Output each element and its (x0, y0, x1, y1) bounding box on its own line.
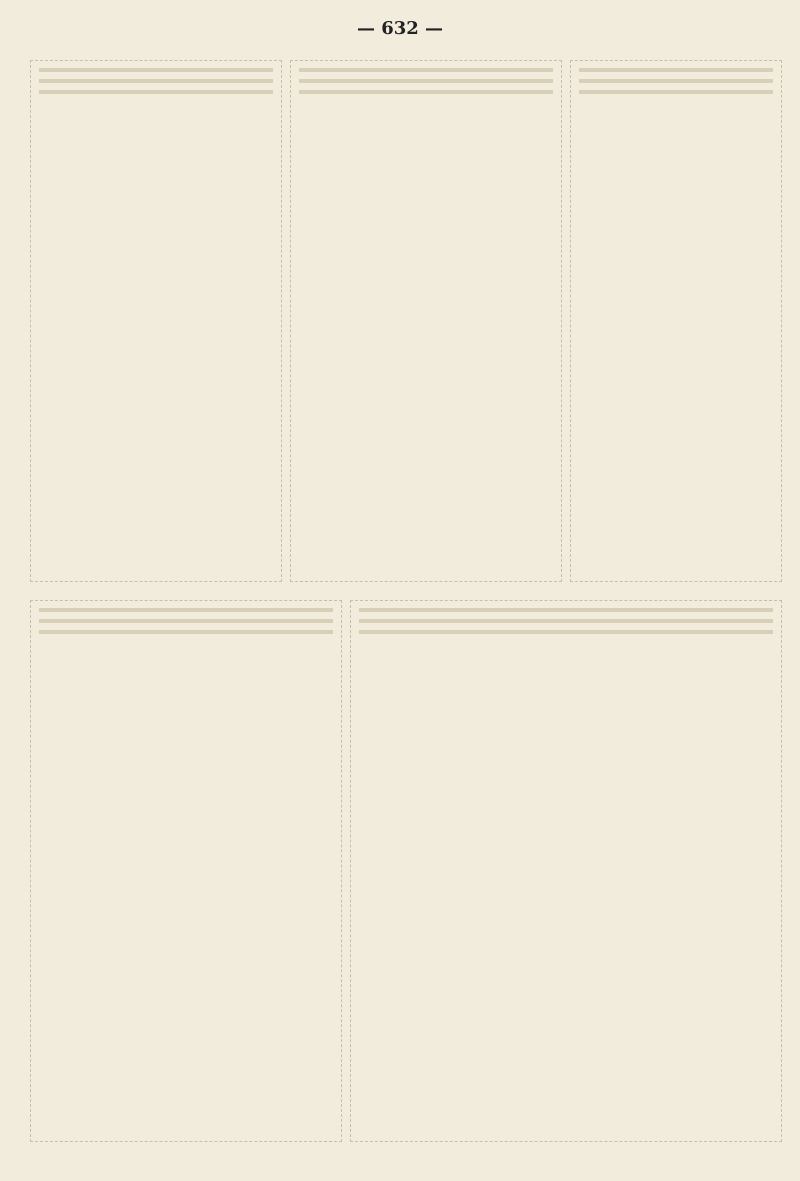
advertisements-right (350, 600, 782, 1142)
page-number: — 632 — (356, 18, 444, 39)
column-middle-top (290, 60, 562, 582)
column-right-top (570, 60, 782, 582)
advertisements-left (30, 600, 342, 1142)
column-left-top (30, 60, 282, 582)
